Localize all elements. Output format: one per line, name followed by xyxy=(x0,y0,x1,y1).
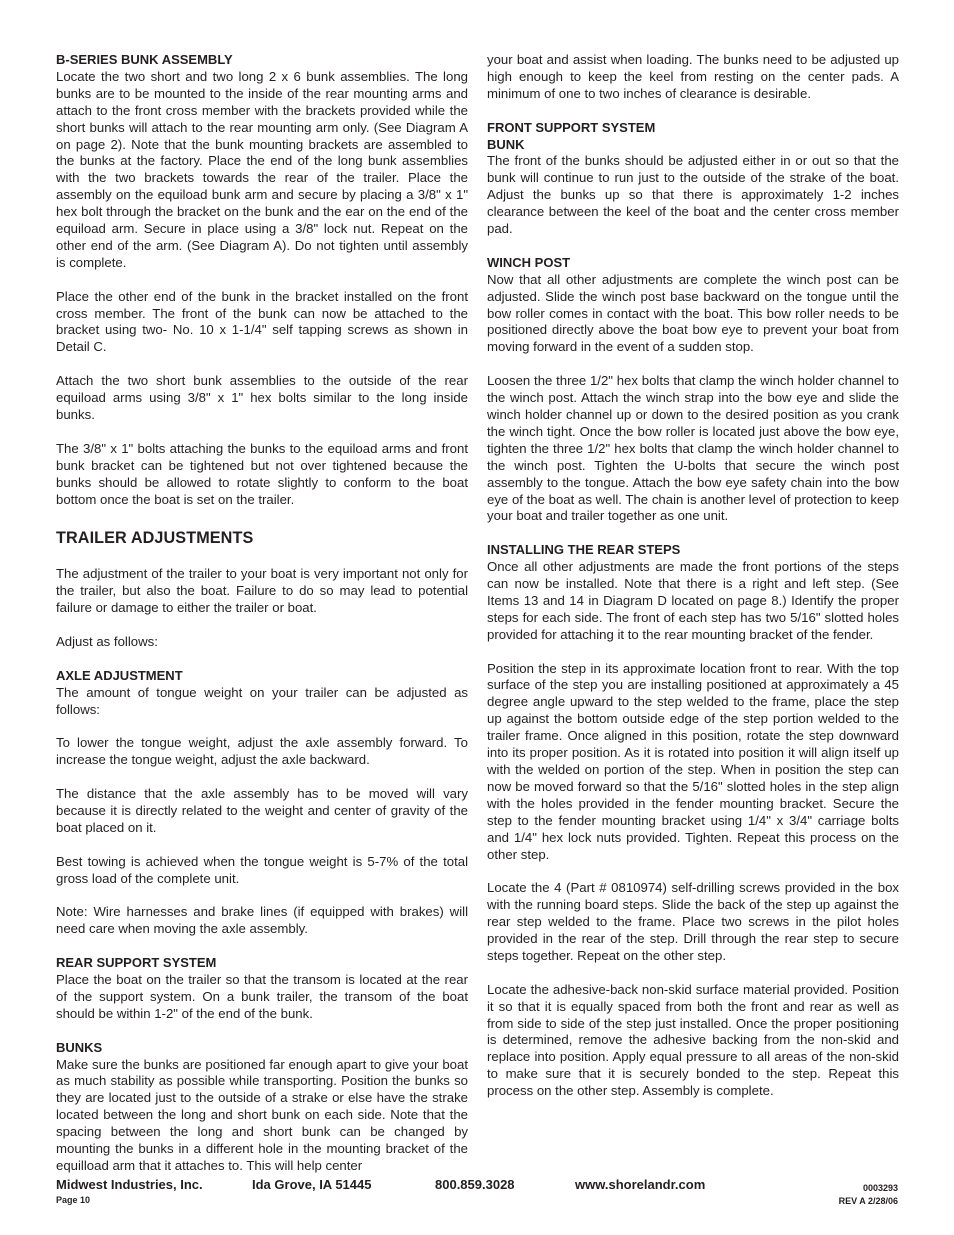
steps-paragraph-3: Locate the 4 (Part # 0810974) self-drilling screws provided in the box with the running board steps. Slide the back of the step up against the rear step welded to the frame. Place two screws in the pilot holes provided in the rear of the step. Drill through the rear step to secure steps together. Repeat on the other step. xyxy=(487,880,899,963)
trailer-adjustments-heading: TRAILER ADJUSTMENTS xyxy=(56,529,254,548)
bunks-paragraph-continued: your boat and assist when loading. The bunks need to be adjusted up high enough to keep the keel from resting on the center pads. A minimum of one to two inches of clearance is desirable. xyxy=(487,52,899,101)
winch-heading: WINCH POST xyxy=(487,254,571,270)
footer-location: Ida Grove, IA 51445 xyxy=(252,1177,372,1192)
front-support-paragraph-1: The front of the bunks should be adjusted either in or out so that the bunk will continue to run just to the outside of the strake of the boat. Adjust the bunks up so that there is approximately 1-2 inches clearance between the keel of the boat and the center cross member pad. xyxy=(487,153,899,237)
rear-support-heading: REAR SUPPORT SYSTEM xyxy=(56,955,217,971)
axle-paragraph-3: The distance that the axle assembly has to be moved will vary because it is directly related to the weight and center of gravity of the boat placed on it. xyxy=(56,786,468,835)
footer-phone: 800.859.3028 xyxy=(435,1177,515,1192)
footer-website: www.shorelandr.com xyxy=(575,1177,706,1192)
steps-paragraph-1: Once all other adjustments are made the front portions of the steps can now be installed. Note that there is a right and left step. (See Items 13 and 14 in Diagram D located on page 8.) Identify the proper steps for each side. The front of each step has two 5/16" slotted holes provided for attaching it to the rear mounting bracket of the fender. xyxy=(487,559,899,642)
bseries-paragraph-2: Place the other end of the bunk in the bracket installed on the front cross member. The front of the bunk can now be attached to the bracket using two- No. 10 x 1-1/4" self tapping screws as shown in Detail C. xyxy=(56,288,468,355)
bseries-paragraph-4: The 3/8" x 1" bolts attaching the bunks to the equiload arms and front bunk bracket can be tightened but not over tightened because the bunks should be allowed to rotate slightly to conform to the boat bottom once the boat is set on the trailer. xyxy=(56,440,468,507)
front-support-heading: FRONT SUPPORT SYSTEM xyxy=(487,119,656,135)
steps-heading: INSTALLING THE REAR STEPS xyxy=(487,542,681,558)
steps-paragraph-2: Position the step in its approximate location front to rear. With the top surface of the step you are installing positioned at approximately a 45 degree angle upward to the step welded to the frame, place the step up against the bottom outside edge of the step portion welded to the trailer frame. Once aligned in this position, rotate the step downward into its proper position. As it is rotated into position it will align itself up with the welded on portion of the step. When in position the step can now be moved forward so that the 5/16" slotted holes in the step align with the holes provided in the fender mounting bracket. Secure the step to the fender mounting bracket using 1/4" x 3/4" carriage bolts and 1/4" hex lock nuts provided. Tighten. Repeat this process on the other step. xyxy=(487,660,899,862)
axle-paragraph-1: The amount of tongue weight on your trailer can be adjusted as follows: xyxy=(56,684,468,717)
bunks-heading: BUNKS xyxy=(56,1039,103,1055)
bseries-paragraph-1: Locate the two short and two long 2 x 6 bunk assemblies. The long bunks are to be mounted to the inside of the rear mounting arms and attach to the front cross member with the brackets provided while the short bunks will attach to the rear mounting arm only. (See Diagram A on page 2). Note that the bunk mounting brackets are assembled to the bunks at the factory. Place the end of the long bunk assemblies with the two brackets towards the rear of the trailer. Place the assembly on the equiload bunk arm and secure by placing a 3/8" x 1" hex bolt through the bracket on the bunk and the ear on the end of the equiload arm. Secure in place using a 3/8" lock nut. Repeat on the other end of the arm. (See Diagram A). Do not tighten until assembly is complete. xyxy=(56,68,468,270)
trailer-paragraph-1: The adjustment of the trailer to your boat is very important not only for the trailer, but also the boat. Failure to do so may lead to potential failure or damage to either the trailer or boat. xyxy=(56,566,468,616)
front-support-subheading: BUNK xyxy=(487,136,525,152)
bseries-section xyxy=(56,52,468,272)
steps-section xyxy=(487,542,899,643)
bseries-heading: B-SERIES BUNK ASSEMBLY xyxy=(56,52,233,67)
right-column xyxy=(487,52,899,1117)
footer-revision: REV A 2/28/06 xyxy=(838,1196,898,1206)
page-footer xyxy=(56,1177,898,1209)
axle-paragraph-2: To lower the tongue weight, adjust the axle assembly forward. To increase the tongue weight, adjust the axle backward. xyxy=(56,735,468,768)
winch-paragraph-2: Loosen the three 1/2" hex bolts that clamp the winch holder channel to the winch post. Attach the winch strap into the bow eye and slide the winch holder channel up or down to the desired position as you crank the winch tight. Once the bow roller is located just above the bow eye, tighten the three 1/2" hex bolts that clamp the winch holder channel to the winch post. Tighten the U-bolts that secure the winch post assembly to the tongue. Attach the bow eye safety chain into the bow eye of the boat as well. The chain is another level of protection to keep your boat and trailer together as one unit. xyxy=(487,373,899,524)
bunks-section xyxy=(56,1040,468,1175)
steps-paragraph-4: Locate the adhesive-back non-skid surface material provided. Position it so that it is equally spaced from both the front and rear as well as from side to side of the step just installed. Once the proper positioning is determined, remove the adhesive backing from the non-skid and replace into position. Apply equal pressure to all areas of the non-skid to make sure that it is securely bonded to the step. Repeat this process on the other step. Assembly is complete. xyxy=(487,981,899,1099)
bunks-paragraph-1: Make sure the bunks are positioned far enough apart to give your boat as much stability as possible while transporting. Position the bunks so they are located just to the outside of a strake or else have the strake located between the long and short bunk on each side. Note that the spacing between the long and short bunk can be changed by mounting the bunks in a different hole in the mounting bracket of the equilload arm that it attaches to. This will help center xyxy=(56,1056,468,1174)
footer-page-number: Page 10 xyxy=(56,1195,91,1205)
axle-section xyxy=(56,668,468,719)
left-column xyxy=(56,52,468,1192)
rear-support-paragraph-1: Place the boat on the trailer so that the transom is located at the rear of the support system. On a bunk trailer, the transom of the boat should be within 1-2" of the end of the bunk. xyxy=(56,972,468,1021)
winch-section xyxy=(487,255,899,356)
axle-heading: AXLE ADJUSTMENT xyxy=(56,667,183,683)
bseries-paragraph-3: Attach the two short bunk assemblies to the outside of the rear equiload arms using 3/8" x 1" hex bolts similar to the long inside bunks. xyxy=(56,373,468,422)
footer-doc-number: 0003293 xyxy=(862,1183,898,1193)
axle-paragraph-4: Best towing is achieved when the tongue weight is 5-7% of the total gross load of the complete unit. xyxy=(56,853,468,886)
footer-company: Midwest Industries, Inc. xyxy=(56,1177,203,1192)
trailer-paragraph-2: Adjust as follows: xyxy=(56,634,158,650)
front-support-section xyxy=(487,120,899,238)
rear-support-section xyxy=(56,955,468,1023)
axle-paragraph-5: Note: Wire harnesses and brake lines (if equipped with brakes) will need care when moving the axle assembly. xyxy=(56,904,468,937)
winch-paragraph-1: Now that all other adjustments are complete the winch post can be adjusted. Slide the winch post base backward on the tongue until the bow roller comes in contact with the boat. This bow roller needs to be positioned directly above the boat bow eye to prevent your boat from moving forward in the event of a sudden stop. xyxy=(487,271,899,355)
